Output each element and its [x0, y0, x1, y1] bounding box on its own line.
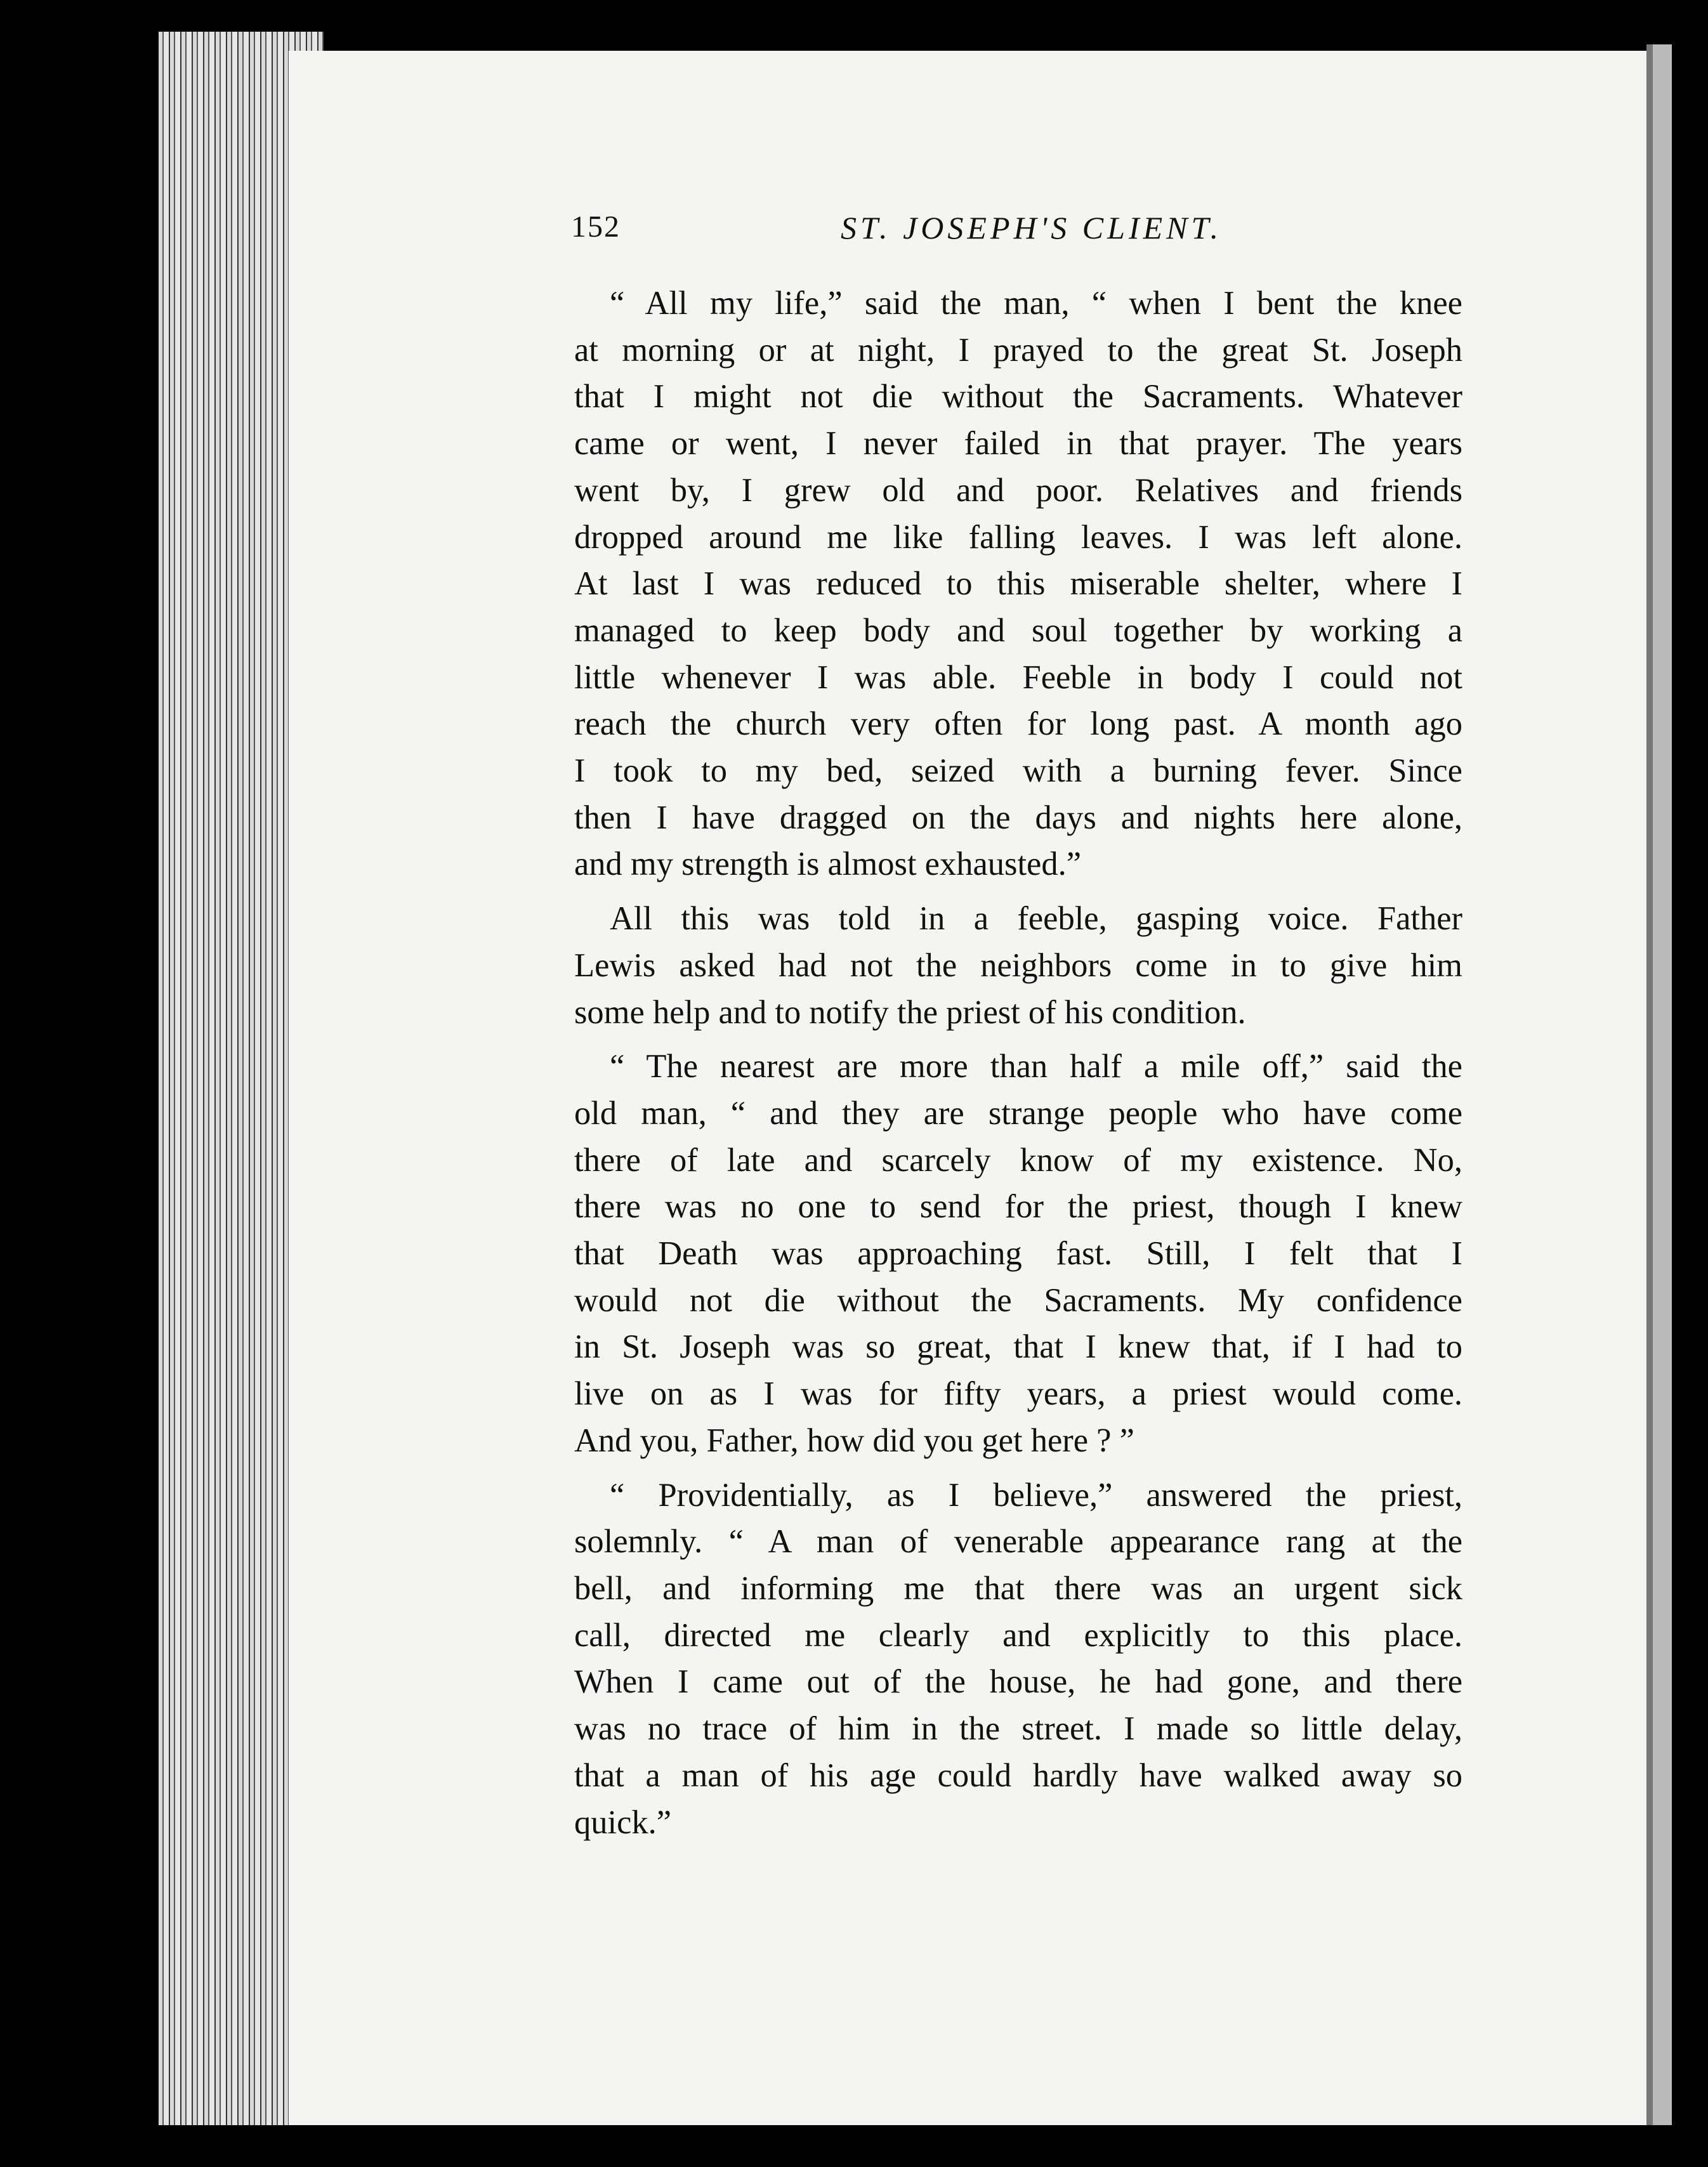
- text-line: there was no one to send for the priest, though I knew: [574, 1188, 1462, 1226]
- text-line: little whenever I was able. Feeble in body I could not: [574, 658, 1462, 696]
- text-line: solemnly. “ A man of venerable appearance rang at the: [574, 1523, 1462, 1561]
- text-line: would not die without the Sacraments. My confidence: [574, 1281, 1462, 1319]
- text-line: then I have dragged on the days and nights here alone,: [574, 799, 1462, 836]
- text-line: that I might not die without the Sacraments. Whatever: [574, 378, 1462, 416]
- text-line: “ All my life,” said the man, “ when I bent the knee: [610, 285, 1462, 322]
- text-line: reach the church very often for long past. A month ago: [574, 705, 1462, 743]
- text-line: dropped around me like falling leaves. I was left alone.: [574, 518, 1462, 556]
- text-line: bell, and informing me that there was an urgent sick: [574, 1569, 1462, 1607]
- page-number: 152: [571, 210, 621, 244]
- text-line: All this was told in a feeble, gasping voice. Father: [610, 900, 1462, 938]
- text-line: at morning or at night, I prayed to the great St. Joseph: [574, 331, 1462, 369]
- text-line: I took to my bed, seized with a burning fever. Since: [574, 752, 1462, 790]
- text-line: “ Providentially, as I believe,” answered the priest,: [610, 1476, 1462, 1514]
- text-line: came or went, I never failed in that prayer. The years: [574, 425, 1462, 462]
- text-line: in St. Joseph was so great, that I knew that, if I had to: [574, 1328, 1462, 1366]
- text-line: And you, Father, how did you get here ? ”: [574, 1422, 1134, 1459]
- text-line: some help and to notify the priest of his condition.: [574, 993, 1246, 1031]
- text-line: live on as I was for fifty years, a priest would come.: [574, 1375, 1462, 1413]
- paragraph-gap: [574, 888, 1462, 896]
- text-line: that Death was approaching fast. Still, I felt that I: [574, 1235, 1462, 1273]
- text-line: When I came out of the house, he had gone, and there: [574, 1663, 1462, 1701]
- paragraph-gap: [574, 1465, 1462, 1472]
- text-line: went by, I grew old and poor. Relatives and friends: [574, 471, 1462, 509]
- paragraph-gap: [574, 1036, 1462, 1044]
- text-line: old man, “ and they are strange people who have come: [574, 1094, 1462, 1132]
- text-line: quick.”: [574, 1804, 672, 1841]
- text-line: At last I was reduced to this miserable shelter, where I: [574, 565, 1462, 603]
- text-line: Lewis asked had not the neighbors come in to give him: [574, 946, 1462, 984]
- text-line: that a man of his age could hardly have walked away so: [574, 1757, 1462, 1794]
- text-line: call, directed me clearly and explicitly to this place.: [574, 1616, 1462, 1654]
- text-line: “ The nearest are more than half a mile off,” said the: [610, 1048, 1462, 1085]
- page-header: [571, 209, 1459, 260]
- text-line: managed to keep body and soul together by working a: [574, 612, 1462, 649]
- text-line: and my strength is almost exhausted.”: [574, 846, 1082, 883]
- book-right-edge-inner: [1653, 44, 1672, 2125]
- text-line: there of late and scarcely know of my existence. No,: [574, 1141, 1462, 1179]
- body-text: [574, 280, 1462, 1846]
- running-head: ST. JOSEPH'S CLIENT.: [841, 210, 1223, 246]
- text-line: was no trace of him in the street. I made so little delay,: [574, 1710, 1462, 1748]
